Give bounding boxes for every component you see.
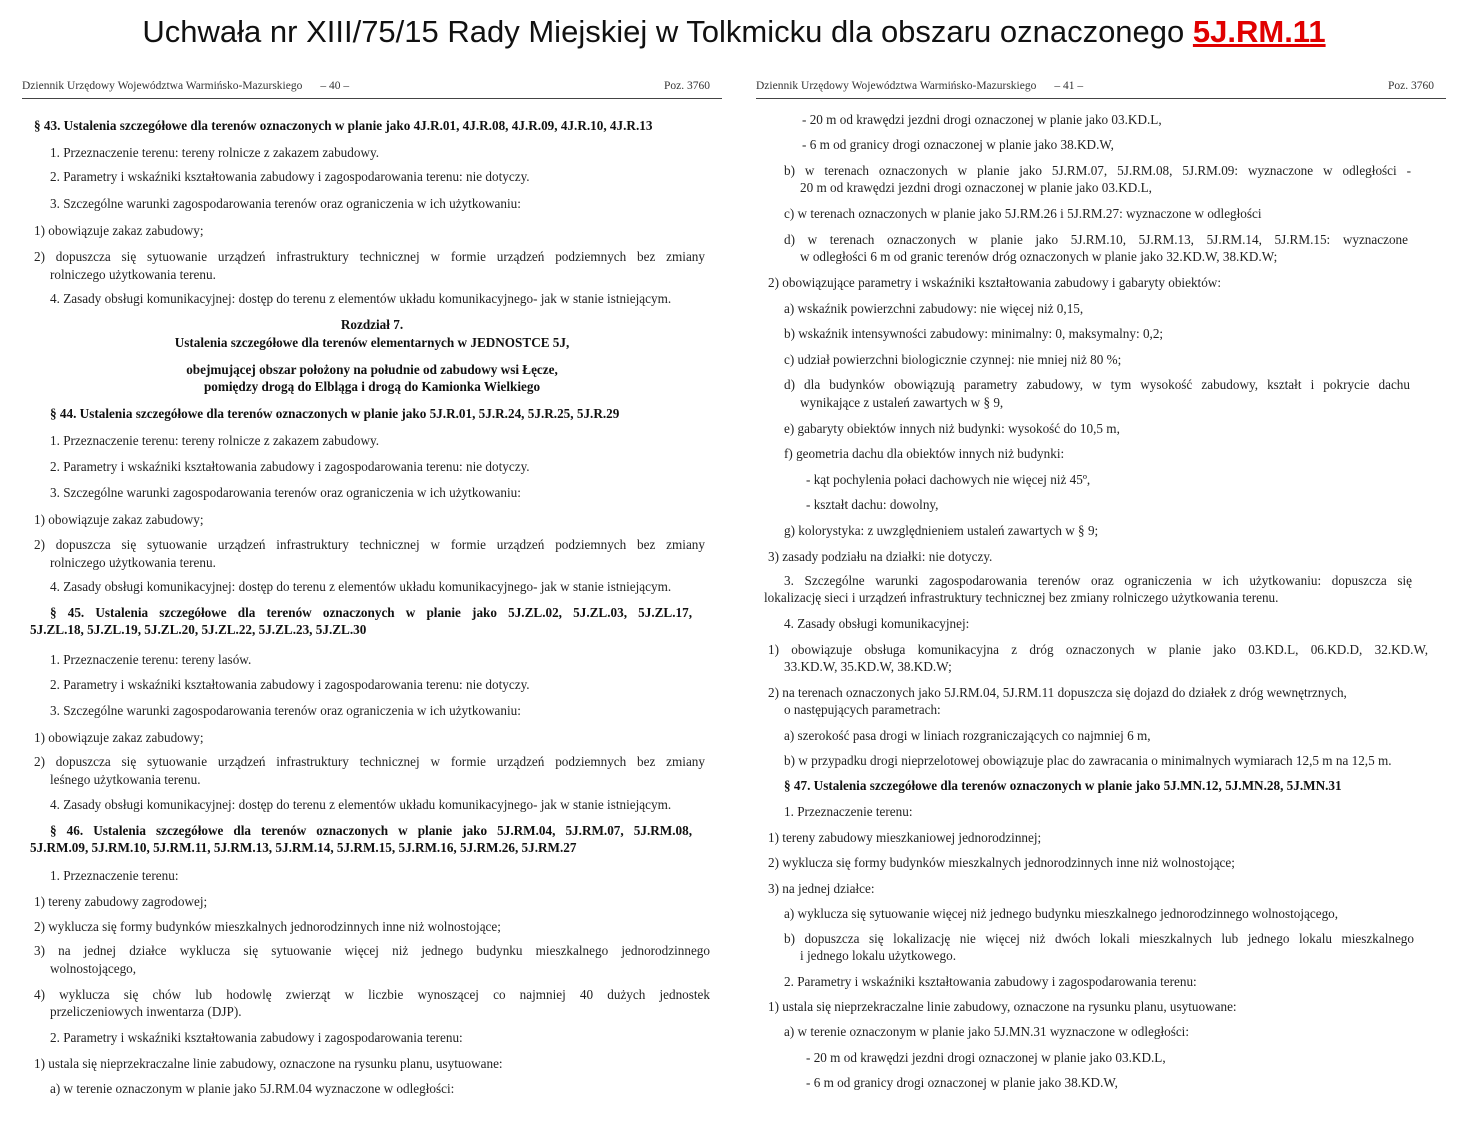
- text-line: 1. Przeznaczenie terenu: tereny rolnicze z zakazem zabudowy.: [50, 145, 380, 160]
- text-line: 2) wyklucza się formy budynków mieszkalnych jednorodzinnych inne niż wolnostojące;: [768, 855, 1235, 870]
- text-line: 1) tereny zabudowy mieszkaniowej jednorodzinnej;: [768, 830, 1042, 845]
- text-line: 1) obowiązuje obsługa komunikacyjna z dróg oznaczonych w planie jako 03.KD.L, 06.KD.D, 32.KD.W,: [768, 642, 1428, 657]
- text-line: c) udział powierzchni biologicznie czynnej: nie mniej niż 80 %;: [784, 352, 1122, 367]
- header-rule: [756, 98, 1446, 99]
- page-number: – 41 –: [1054, 80, 1084, 92]
- text-line: 1. Przeznaczenie terenu: tereny lasów.: [50, 652, 252, 667]
- text-line: - 6 m od granicy drogi oznaczonej w planie jako 38.KD.W,: [802, 137, 1114, 152]
- text-line: 1) obowiązuje zakaz zabudowy;: [34, 223, 204, 238]
- document-title: [0, 14, 1468, 50]
- text-line: 2) obowiązujące parametry i wskaźniki kształtowania zabudowy i gabaryty obiektów:: [768, 275, 1221, 290]
- text-line: 2) na terenach oznaczonych jako 5J.RM.04, 5J.RM.11 dopuszcza się dojazd do działek z dróg wewnętrznych,: [768, 685, 1347, 700]
- text-line: a) wyklucza się sytuowanie więcej niż jednego budynku mieszkalnego jednorodzinnego wolnostojącego,: [784, 906, 1339, 921]
- text-line: a) szerokość pasa drogi w liniach rozgraniczających co najmniej 6 m,: [784, 728, 1151, 743]
- text-line: 1) ustala się nieprzekraczalne linie zabudowy, oznaczone na rysunku planu, usytuowane:: [768, 999, 1237, 1014]
- title-text: Uchwała nr XIII/75/15 Rady Miejskiej w Tolkmicku dla obszaru oznaczonego: [142, 14, 1193, 49]
- section-heading-line: 5J.ZL.18, 5J.ZL.19, 5J.ZL.20, 5J.ZL.22, 5J.ZL.23, 5J.ZL.30: [30, 622, 367, 637]
- text-line: rolniczego użytkowania terenu.: [50, 267, 216, 282]
- text-line: 1. Przeznaczenie terenu:: [50, 868, 179, 883]
- text-line: leśnego użytkowania terenu.: [50, 772, 201, 787]
- text-line: 1. Przeznaczenie terenu: tereny rolnicze z zakazem zabudowy.: [50, 433, 380, 448]
- section-heading-line: 5J.RM.09, 5J.RM.10, 5J.RM.11, 5J.RM.13, 5J.RM.14, 5J.RM.15, 5J.RM.16, 5J.RM.26, 5J.RM.27: [30, 840, 577, 855]
- text-line: b) dopuszcza się lokalizację nie więcej niż dwóch lokali mieszkalnych lub jednego lokalu mieszkalnego: [784, 931, 1414, 946]
- text-line: b) wskaźnik intensywności zabudowy: minimalny: 0, maksymalny: 0,2;: [784, 326, 1164, 341]
- text-line: 1) ustala się nieprzekraczalne linie zabudowy, oznaczone na rysunku planu, usytuowane:: [34, 1056, 503, 1071]
- text-line: 2. Parametry i wskaźniki kształtowania zabudowy i zagospodarowania terenu: nie dotyczy.: [50, 459, 530, 474]
- text-line: 2. Parametry i wskaźniki kształtowania zabudowy i zagospodarowania terenu: nie dotyczy.: [50, 677, 530, 692]
- text-line: 4) wyklucza się chów lub hodowlę zwierząt w liczbie wynoszącej co najmniej 40 dużych jednostek: [34, 987, 710, 1002]
- text-line: 2) wyklucza się formy budynków mieszkalnych jednorodzinnych inne niż wolnostojące;: [34, 919, 501, 934]
- section-heading-line: § 43. Ustalenia szczegółowe dla terenów oznaczonych w planie jako 4J.R.01, 4J.R.08, 4J.R.09, 4J.R.10, 4J.R.13: [34, 118, 653, 133]
- text-line: 3. Szczególne warunki zagospodarowania terenów oraz ograniczenia w ich użytkowaniu: dopuszcza się: [784, 573, 1412, 588]
- text-line: 3. Szczególne warunki zagospodarowania terenów oraz ograniczenia w ich użytkowaniu:: [50, 485, 521, 500]
- text-line: lokalizację sieci i urządzeń infrastruktury technicznej bez zmiany rolniczego użytkowania terenu.: [764, 590, 1279, 605]
- text-line: b) w terenach oznaczonych w planie jako 5J.RM.07, 5J.RM.08, 5J.RM.09: wyznaczone w odległości -: [784, 163, 1411, 178]
- text-line: wynikające z ustaleń zawartych w § 9,: [800, 395, 1004, 410]
- section-heading-line: § 45. Ustalenia szczegółowe dla terenów oznaczonych w planie jako 5J.ZL.02, 5J.ZL.03, 5J.ZL.17,: [50, 605, 692, 620]
- text-line: 3) na jednej działce:: [768, 881, 875, 896]
- page-header: [22, 80, 722, 98]
- text-line: w odległości 6 m od granic terenów dróg oznaczonych w planie jako 32.KD.W, 38.KD.W;: [800, 249, 1278, 264]
- text-line: 2. Parametry i wskaźniki kształtowania zabudowy i zagospodarowania terenu:: [50, 1030, 463, 1045]
- position-number: Poz. 3760: [664, 80, 710, 92]
- journal-name: Dziennik Urzędowy Województwa Warmińsko-Mazurskiego: [22, 80, 303, 92]
- text-line: 20 m od krawędzi jezdni drogi oznaczonej w planie jako 03.KD.L,: [800, 180, 1152, 195]
- text-line: rolniczego użytkowania terenu.: [50, 555, 216, 570]
- section-heading-line: obejmującej obszar położony na południe od zabudowy wsi Łęcze,: [186, 362, 558, 377]
- journal-page-41: [756, 72, 1446, 1117]
- text-line: wolnostojącego,: [50, 961, 137, 976]
- text-line: 3. Szczególne warunki zagospodarowania terenów oraz ograniczenia w ich użytkowaniu:: [50, 703, 521, 718]
- text-line: - 20 m od krawędzi jezdni drogi oznaczonej w planie jako 03.KD.L,: [802, 112, 1162, 127]
- section-heading-line: Rozdział 7.: [340, 317, 404, 332]
- text-line: d) dla budynków obowiązują parametry zabudowy, w tym wysokość zabudowy, kształt i pokrycie dachu: [784, 377, 1410, 392]
- text-line: - 6 m od granicy drogi oznaczonej w planie jako 38.KD.W,: [806, 1075, 1118, 1090]
- text-line: 4. Zasady obsługi komunikacyjnej:: [784, 616, 970, 631]
- text-line: 3. Szczególne warunki zagospodarowania terenów oraz ograniczenia w ich użytkowaniu:: [50, 196, 521, 211]
- text-line: 1) obowiązuje zakaz zabudowy;: [34, 730, 204, 745]
- section-heading-line: pomiędzy drogą do Elbląga i drogą do Kamionka Wielkiego: [203, 379, 541, 394]
- text-line: 2) dopuszcza się sytuowanie urządzeń infrastruktury technicznej w formie urządzeń podziemnych bez zmiany: [34, 754, 705, 769]
- text-line: c) w terenach oznaczonych w planie jako 5J.RM.26 i 5J.RM.27: wyznaczone w odległości: [784, 206, 1262, 221]
- text-line: 2) dopuszcza się sytuowanie urządzeń infrastruktury technicznej w formie urządzeń podziemnych bez zmiany: [34, 249, 705, 264]
- text-line: a) w terenie oznaczonym w planie jako 5J.RM.04 wyznaczone w odległości:: [50, 1081, 455, 1096]
- text-line: 33.KD.W, 35.KD.W, 38.KD.W;: [784, 659, 952, 674]
- journal-name: Dziennik Urzędowy Województwa Warmińsko-Mazurskiego: [756, 80, 1037, 92]
- text-line: 1) tereny zabudowy zagrodowej;: [34, 894, 208, 909]
- text-line: g) kolorystyka: z uwzględnieniem ustaleń zawartych w § 9;: [784, 523, 1099, 538]
- text-line: 2) dopuszcza się sytuowanie urządzeń infrastruktury technicznej w formie urządzeń podziemnych bez zmiany: [34, 537, 705, 552]
- text-line: 3) na jednej działce wyklucza się sytuowanie więcej niż jednego budynku mieszkalnego jednorodzinnego: [34, 943, 710, 958]
- text-line: f) geometria dachu dla obiektów innych niż budynki:: [784, 446, 1065, 461]
- section-heading-line: § 46. Ustalenia szczegółowe dla terenów oznaczonych w planie jako 5J.RM.04, 5J.RM.07, 5J.RM.08,: [50, 823, 692, 838]
- text-line: a) wskaźnik powierzchni zabudowy: nie więcej niż 0,15,: [784, 301, 1084, 316]
- section-heading-line: § 44. Ustalenia szczegółowe dla terenów oznaczonych w planie jako 5J.R.01, 5J.R.24, 5J.R.25, 5J.R.29: [50, 406, 620, 421]
- text-line: e) gabaryty obiektów innych niż budynki: wysokość do 10,5 m,: [784, 421, 1120, 436]
- text-line: - kąt pochylenia połaci dachowych nie więcej niż 45º,: [806, 472, 1091, 487]
- section-heading-line: § 47. Ustalenia szczegółowe dla terenów oznaczonych w planie jako 5J.MN.12, 5J.MN.28, 5J.MN.31: [784, 778, 1342, 793]
- position-number: Poz. 3760: [1388, 80, 1434, 92]
- page-number: – 40 –: [320, 80, 350, 92]
- text-line: 4. Zasady obsługi komunikacyjnej: dostęp do terenu z elementów układu komunikacyjnego- jak w stanie istniejącym.: [50, 291, 672, 306]
- text-line: 2. Parametry i wskaźniki kształtowania zabudowy i zagospodarowania terenu: nie dotyczy.: [50, 169, 530, 184]
- text-line: 4. Zasady obsługi komunikacyjnej: dostęp do terenu z elementów układu komunikacyjnego- jak w stanie istniejącym.: [50, 579, 672, 594]
- text-line: i jednego lokalu użytkowego.: [800, 948, 957, 963]
- text-line: - 20 m od krawędzi jezdni drogi oznaczonej w planie jako 03.KD.L,: [806, 1050, 1166, 1065]
- text-line: 1) obowiązuje zakaz zabudowy;: [34, 512, 204, 527]
- header-rule: [22, 98, 722, 99]
- text-line: 2. Parametry i wskaźniki kształtowania zabudowy i zagospodarowania terenu:: [784, 974, 1197, 989]
- text-line: - kształt dachu: dowolny,: [806, 497, 939, 512]
- text-line: 3) zasady podziału na działki: nie dotyczy.: [768, 549, 993, 564]
- text-line: o następujących parametrach:: [784, 702, 941, 717]
- text-line: 1. Przeznaczenie terenu:: [784, 804, 913, 819]
- text-line: d) w terenach oznaczonych w planie jako 5J.RM.10, 5J.RM.13, 5J.RM.14, 5J.RM.15: wyznaczone: [784, 232, 1408, 247]
- text-line: a) w terenie oznaczonym w planie jako 5J.MN.31 wyznaczone w odległości:: [784, 1024, 1190, 1039]
- area-code: 5J.RM.11: [1192, 14, 1326, 49]
- text-line: b) w przypadku drogi nieprzelotowej obowiązuje plac do zawracania o minimalnych wymiarach 12,5 m na 12,5 m.: [784, 753, 1392, 768]
- journal-page-40: [22, 72, 722, 1117]
- text-line: przeliczeniowych inwentarza (DJP).: [50, 1004, 242, 1019]
- text-line: 4. Zasady obsługi komunikacyjnej: dostęp do terenu z elementów układu komunikacyjnego- jak w stanie istniejącym.: [50, 797, 672, 812]
- page-header: [756, 80, 1446, 98]
- section-heading-line: Ustalenia szczegółowe dla terenów elementarnych w JEDNOSTCE 5J,: [174, 335, 570, 350]
